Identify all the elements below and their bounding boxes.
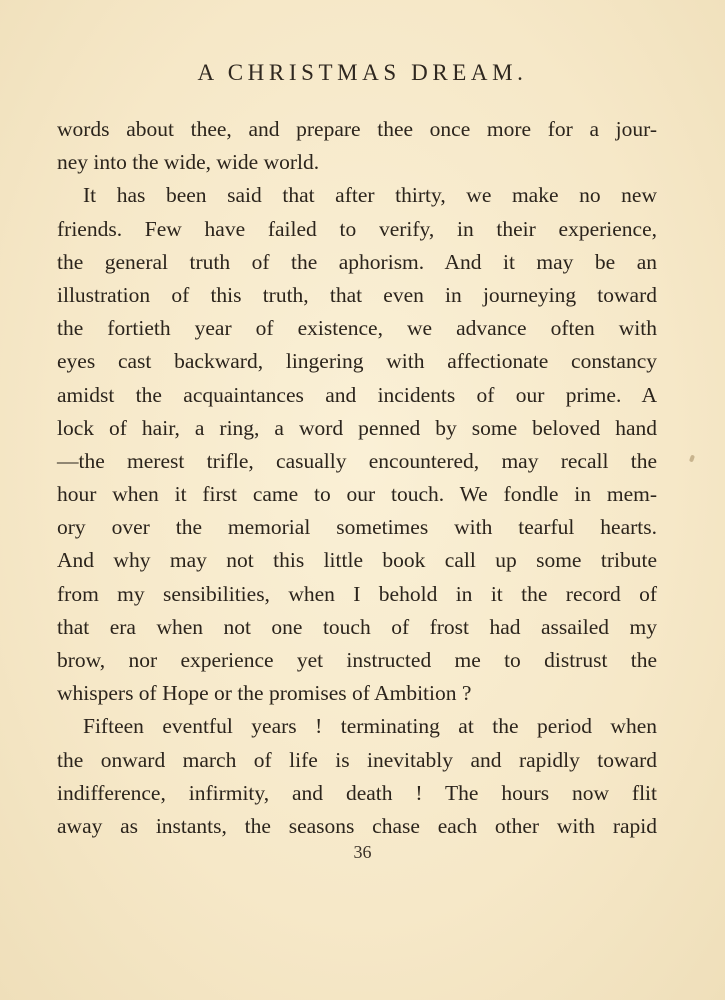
- text-line: friends. Few have failed to verify, in their experience,: [57, 216, 657, 241]
- text-line: the fortieth year of existence, we advance often with: [57, 316, 657, 341]
- text-line: brow, nor experience yet instructed me to distrust the: [57, 648, 657, 672]
- text-line: eyes cast backward, lingering with affectionate constancy: [57, 349, 657, 374]
- text-line: illustration of this truth, that even in journeying toward: [57, 282, 657, 307]
- text-line: from my sensibilities, when I behold in it the record of: [57, 581, 657, 606]
- text-line: Fifteen eventful years ! terminating at the period when: [83, 714, 657, 739]
- text-line: whispers of Hope or the promises of Ambition ?: [57, 681, 472, 706]
- text-line: ney into the wide, wide world.: [57, 150, 320, 175]
- text-line: that era when not one touch of frost had assailed my: [57, 614, 657, 639]
- running-head: A CHRISTMAS DREAM.: [197, 60, 528, 85]
- text-line: away as instants, the seasons chase each other with rapid: [57, 813, 657, 838]
- text-line: hour when it first came to our touch. We fondle in mem-: [57, 482, 657, 507]
- text-line: amidst the acquaintances and incidents of our prime. A: [57, 382, 657, 407]
- text-line: ory over the memorial sometimes with tearful hearts.: [57, 515, 657, 540]
- text-line: the onward march of life is inevitably and rapidly toward: [57, 747, 657, 772]
- text-line: words about thee, and prepare thee once more for a jour-: [57, 117, 657, 141]
- text-line: indifference, infirmity, and death ! The hours now flit: [57, 780, 657, 805]
- paper-speck: [689, 455, 695, 463]
- text-line: —the merest trifle, casually encountered, may recall the: [57, 448, 657, 473]
- body-text: [57, 113, 657, 843]
- text-line: And why may not this little book call up some tribute: [57, 548, 657, 573]
- text-line: It has been said that after thirty, we make no new: [83, 183, 657, 208]
- page-number: 36: [353, 842, 372, 862]
- text-line: lock of hair, a ring, a word penned by some beloved hand: [57, 415, 657, 440]
- text-line: the general truth of the aphorism. And it may be an: [57, 249, 657, 274]
